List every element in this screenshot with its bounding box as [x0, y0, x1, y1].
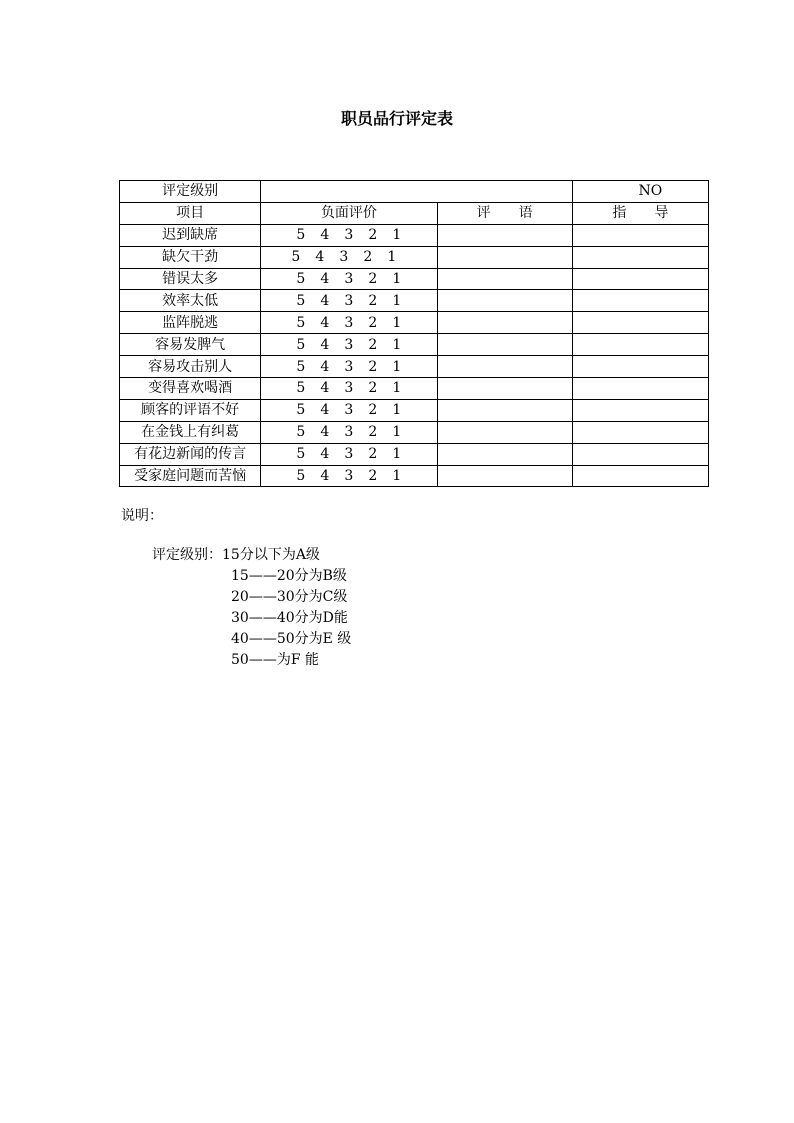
item-label: 容易发脾气 [120, 334, 261, 356]
item-label: 错误太多 [120, 268, 261, 290]
item-label: 变得喜欢喝酒 [120, 378, 261, 400]
rating-option[interactable]: 3 [344, 271, 354, 287]
notes-heading: 评定级别： [152, 547, 222, 563]
item-label: 在金钱上有纠葛 [120, 421, 261, 443]
comment-cell[interactable] [437, 356, 572, 378]
rating-option[interactable]: 2 [368, 468, 378, 485]
guidance-cell[interactable] [572, 224, 708, 246]
rating-option[interactable]: 5 [291, 249, 301, 266]
header-guidance: 指 导 [572, 202, 708, 224]
rating-option[interactable]: 3 [344, 314, 354, 331]
rating-option[interactable]: 2 [368, 227, 378, 244]
table-row [120, 312, 709, 334]
rating-option[interactable]: 1 [392, 271, 402, 287]
table-row [120, 421, 709, 443]
guidance-cell[interactable] [572, 443, 708, 465]
rating-option[interactable]: 1 [392, 402, 402, 419]
rating-option[interactable]: 1 [392, 336, 402, 353]
table-row [120, 246, 709, 268]
rating-option[interactable]: 5 [296, 314, 306, 331]
comment-cell[interactable] [437, 246, 572, 268]
header-negative: 负面评价 [261, 202, 437, 224]
rating-option[interactable]: 1 [392, 446, 402, 463]
rating-option[interactable]: 4 [320, 446, 330, 463]
table-row [120, 443, 709, 465]
table-row [120, 290, 709, 312]
rating-option[interactable]: 5 [296, 227, 306, 244]
header-row-rating [120, 181, 709, 203]
notes-label: 说明： [121, 508, 163, 524]
rating-option[interactable]: 2 [368, 336, 378, 353]
guidance-cell[interactable] [572, 378, 708, 400]
guidance-cell[interactable] [572, 356, 708, 378]
rating-scale[interactable] [261, 356, 437, 378]
rating-option[interactable]: 1 [392, 424, 402, 441]
rating-option[interactable]: 5 [296, 402, 306, 419]
guidance-cell[interactable] [572, 268, 708, 290]
guidance-cell[interactable] [572, 312, 708, 334]
rating-scale[interactable] [261, 399, 437, 421]
rating-option[interactable]: 5 [296, 468, 306, 485]
item-label: 迟到缺席 [120, 224, 261, 246]
guidance-cell[interactable] [572, 399, 708, 421]
comment-cell[interactable] [437, 268, 572, 290]
item-label: 顾客的评语不好 [120, 399, 261, 421]
guidance-cell[interactable] [572, 290, 708, 312]
notes-block [152, 545, 351, 671]
comment-cell[interactable] [437, 334, 572, 356]
rating-scale[interactable] [261, 290, 437, 312]
rating-option[interactable]: 3 [344, 446, 354, 463]
comment-cell[interactable] [437, 421, 572, 443]
rating-option[interactable]: 3 [344, 358, 354, 375]
comment-cell[interactable] [437, 399, 572, 421]
comment-cell[interactable] [437, 378, 572, 400]
rating-option[interactable]: 3 [339, 249, 349, 266]
rating-scale[interactable] [261, 465, 437, 487]
rating-scale[interactable] [261, 378, 437, 400]
rating-option[interactable]: 4 [320, 292, 330, 309]
guidance-cell[interactable] [572, 334, 708, 356]
item-label: 受家庭问题而苦恼 [120, 465, 261, 487]
rating-option[interactable]: 2 [368, 402, 378, 419]
rating-option[interactable]: 2 [368, 424, 378, 441]
item-label: 有花边新闻的传言 [120, 443, 261, 465]
item-label: 缺欠干劲 [120, 246, 261, 268]
rating-option[interactable]: 5 [296, 380, 306, 397]
header-item: 项目 [120, 202, 261, 224]
comment-cell[interactable] [437, 465, 572, 487]
note-line [152, 545, 351, 566]
rating-option[interactable]: 2 [368, 271, 378, 287]
table-row [120, 465, 709, 487]
rating-option[interactable]: 4 [320, 227, 330, 244]
table-row [120, 356, 709, 378]
rating-option[interactable]: 1 [392, 292, 402, 309]
table-row [120, 268, 709, 290]
table-row [120, 224, 709, 246]
guidance-cell[interactable] [572, 421, 708, 443]
note-line: 30——40分为D能 [231, 610, 348, 626]
rating-option[interactable]: 5 [296, 336, 306, 353]
table-row [120, 399, 709, 421]
rating-option[interactable]: 3 [344, 468, 354, 485]
rating-option[interactable]: 3 [344, 227, 354, 244]
no-label: NO [572, 181, 708, 203]
comment-cell[interactable] [437, 312, 572, 334]
table-row [120, 334, 709, 356]
note-line-text: 15分以下为A级 [222, 547, 320, 563]
rating-option[interactable]: 5 [296, 292, 306, 309]
table-row [120, 378, 709, 400]
note-line: 40——50分为E 级 [231, 631, 352, 647]
rating-option[interactable]: 2 [363, 249, 373, 266]
rating-option[interactable]: 3 [344, 336, 354, 353]
guidance-cell[interactable] [572, 246, 708, 268]
header-row-columns [120, 202, 709, 224]
rating-option[interactable]: 5 [296, 424, 306, 441]
note-line: 20——30分为C级 [231, 589, 348, 605]
rating-option[interactable]: 5 [296, 271, 306, 287]
rating-scale[interactable] [261, 224, 437, 246]
rating-option[interactable]: 1 [387, 249, 397, 266]
rating-option[interactable]: 1 [392, 380, 402, 397]
comment-cell[interactable] [437, 224, 572, 246]
rating-option[interactable]: 5 [296, 358, 306, 375]
rating-option[interactable]: 1 [392, 468, 402, 485]
rating-option[interactable]: 3 [344, 424, 354, 441]
rating-scale[interactable] [261, 312, 437, 334]
rating-option[interactable]: 4 [320, 358, 330, 375]
note-line: 15——20分为B级 [231, 568, 347, 584]
rating-option[interactable]: 3 [344, 292, 354, 309]
rating-option[interactable]: 4 [320, 380, 330, 397]
header-comment: 评 语 [437, 202, 572, 224]
rating-scale[interactable] [261, 421, 437, 443]
rating-option[interactable]: 5 [296, 446, 306, 463]
guidance-cell[interactable] [572, 465, 708, 487]
rating-level-value-cell[interactable] [261, 181, 573, 203]
rating-option[interactable]: 1 [392, 314, 402, 331]
rating-option[interactable]: 4 [320, 336, 330, 353]
item-label: 容易攻击别人 [120, 356, 261, 378]
rating-option[interactable]: 4 [320, 314, 330, 331]
rating-scale[interactable] [261, 246, 437, 268]
rating-option[interactable]: 4 [315, 249, 325, 266]
note-line: 50——为F 能 [231, 652, 319, 668]
rating-option[interactable]: 4 [320, 271, 330, 287]
rating-option[interactable]: 3 [344, 402, 354, 419]
rating-option[interactable]: 2 [368, 446, 378, 463]
rating-scale[interactable] [261, 334, 437, 356]
rating-level-label: 评定级别 [120, 181, 261, 203]
rating-option[interactable]: 3 [344, 380, 354, 397]
rating-scale[interactable] [261, 443, 437, 465]
rating-option[interactable]: 1 [392, 227, 402, 244]
rating-option[interactable]: 4 [320, 402, 330, 419]
rating-option[interactable]: 2 [368, 314, 378, 331]
item-label: 效率太低 [120, 290, 261, 312]
rating-option[interactable]: 1 [392, 358, 402, 375]
rating-option[interactable]: 2 [368, 292, 378, 309]
rating-option[interactable]: 2 [368, 358, 378, 375]
comment-cell[interactable] [437, 290, 572, 312]
rating-option[interactable]: 4 [320, 468, 330, 485]
rating-option[interactable]: 2 [368, 380, 378, 397]
item-label: 监阵脱逃 [120, 312, 261, 334]
page-title: 职员品行评定表 [340, 109, 453, 128]
comment-cell[interactable] [437, 443, 572, 465]
evaluation-table [119, 180, 709, 487]
rating-option[interactable]: 4 [320, 424, 330, 441]
rating-scale[interactable] [261, 268, 437, 290]
